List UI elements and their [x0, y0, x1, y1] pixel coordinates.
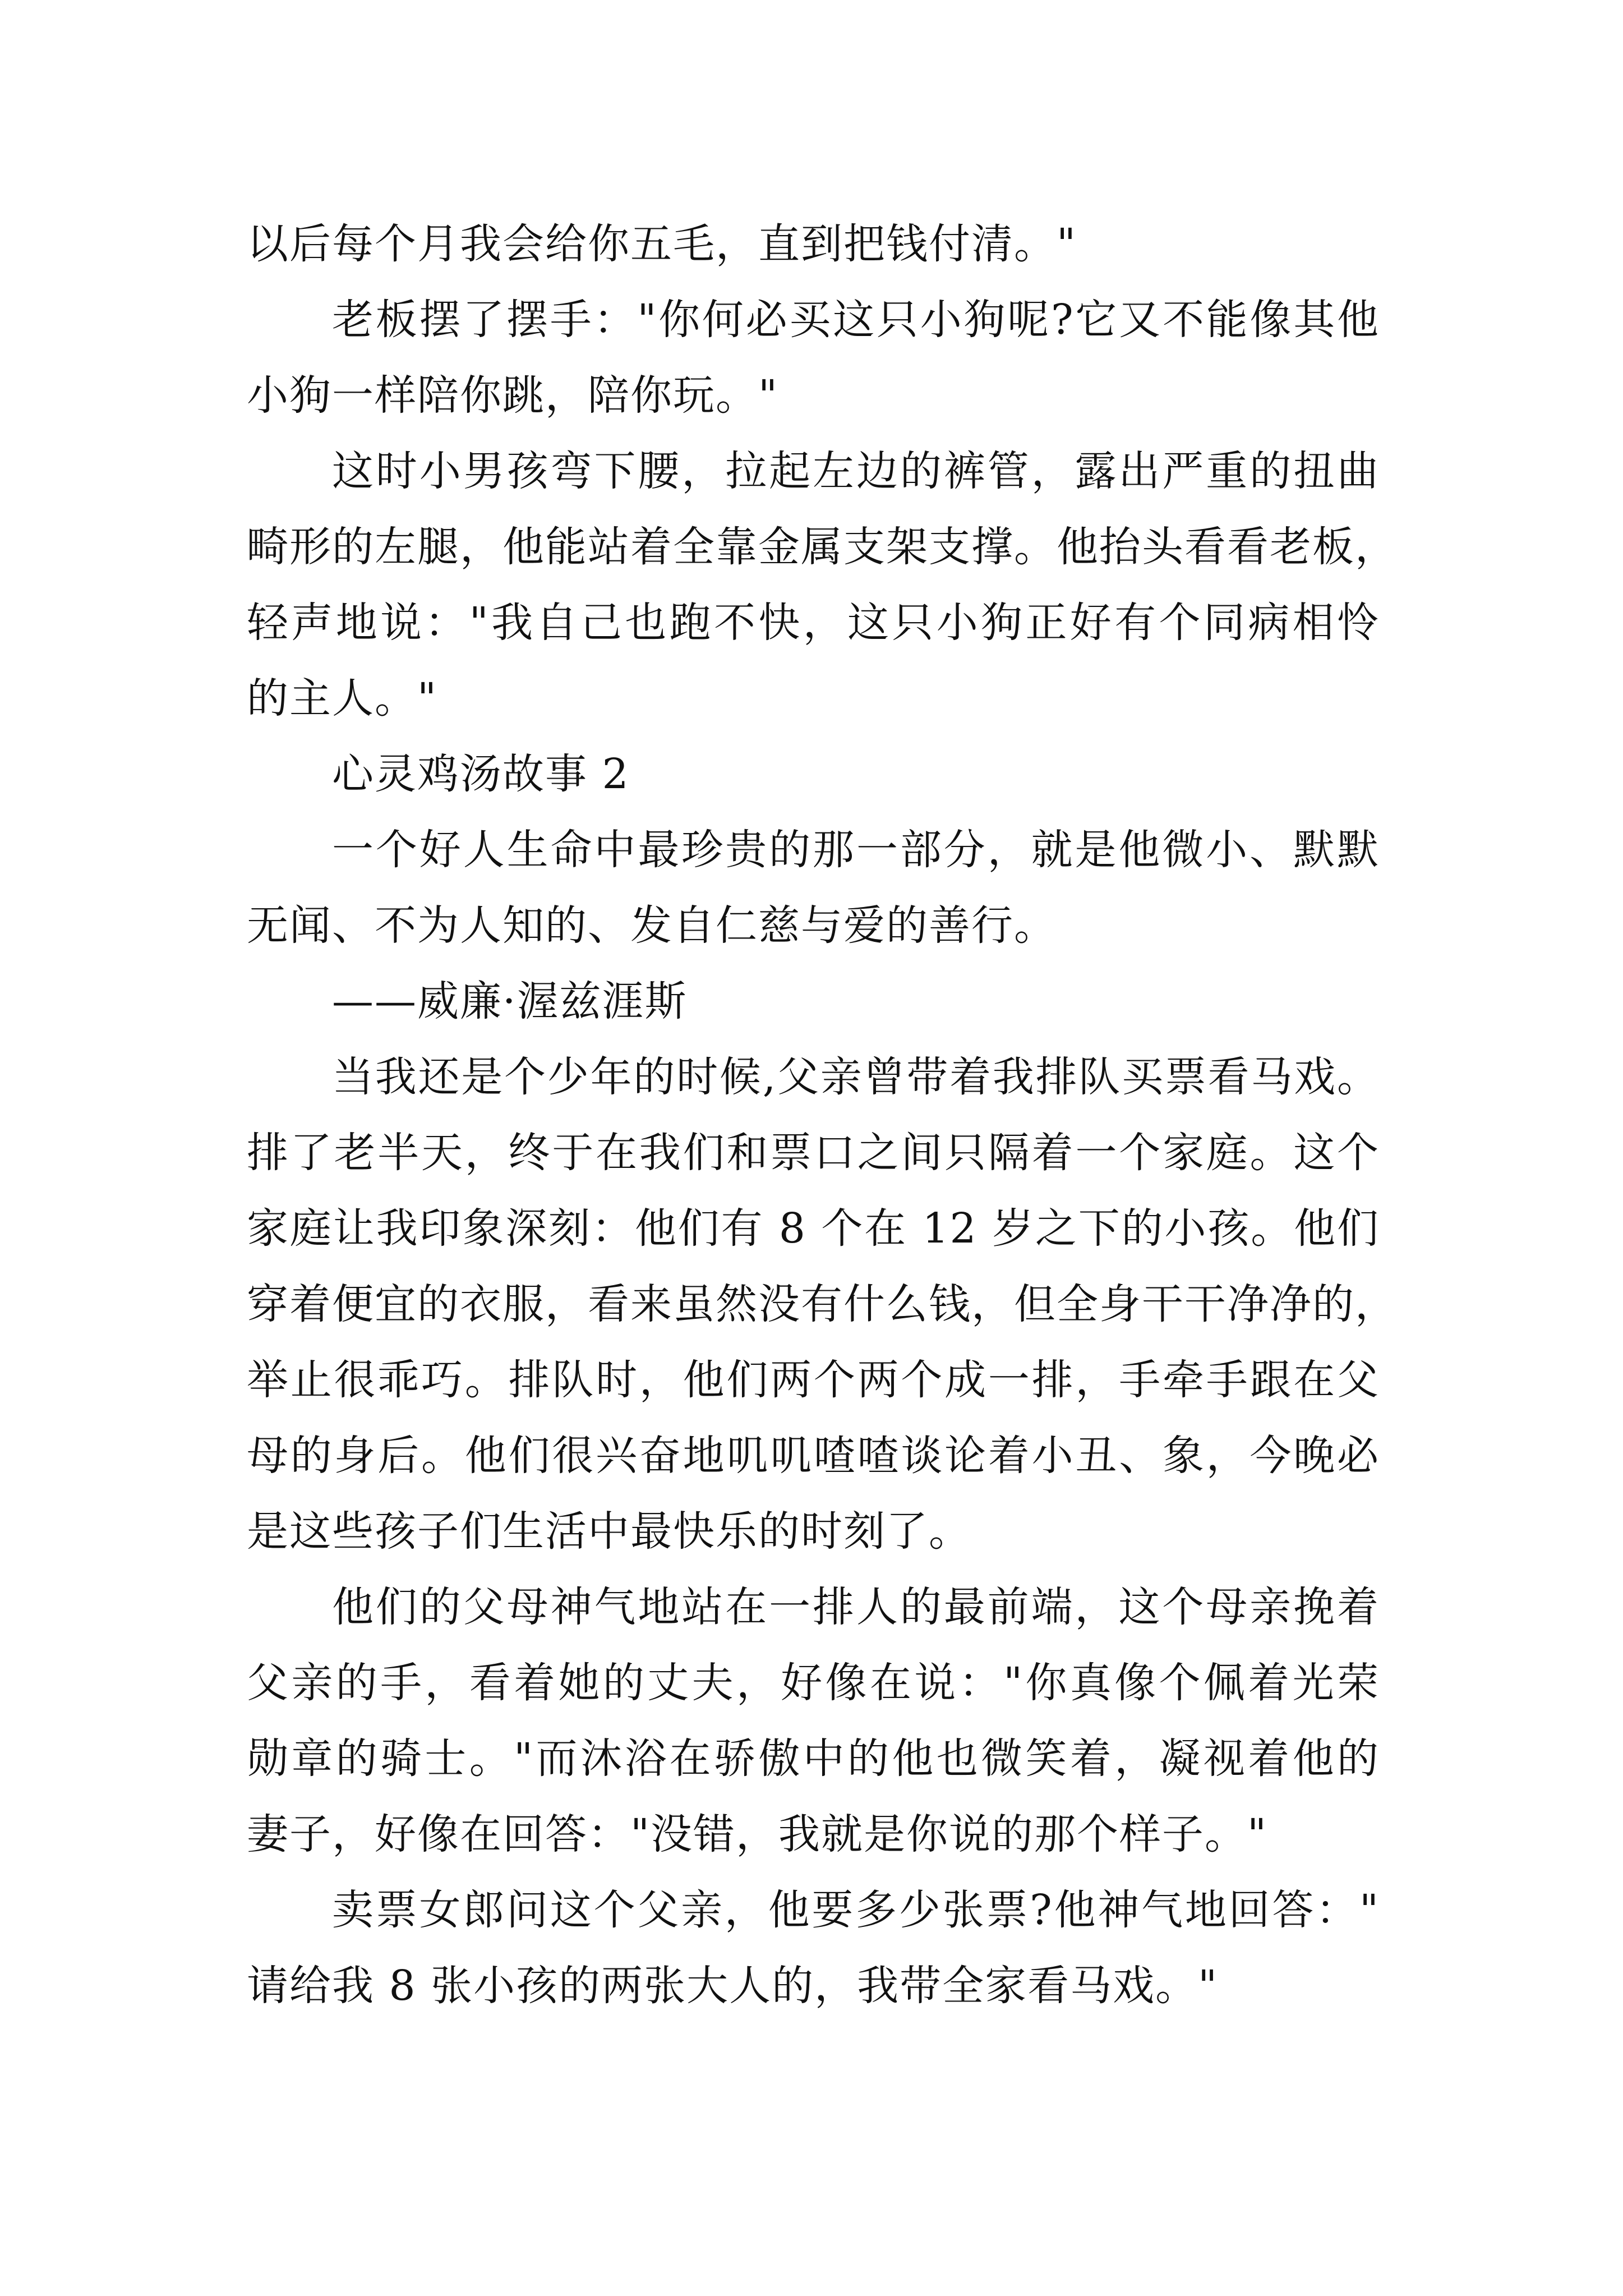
text-line: 家庭让我印象深刻：他们有 8 个在 12 岁之下的小孩。他们 [247, 1204, 1380, 1253]
text-line: 父亲的手，看着她的丈夫，好像在说："你真像个佩着光荣 [247, 1659, 1380, 1707]
text-line: 一个好人生命中最珍贵的那一部分，就是他微小、默默 [332, 826, 1380, 874]
text-line: 请给我 8 张小孩的两张大人的，我带全家看马戏。" [247, 1962, 1219, 2010]
text-line: 当我还是个少年的时候,父亲曾带着我排队买票看马戏。 [332, 1053, 1380, 1101]
text-line: 是这些孩子们生活中最快乐的时刻了。 [247, 1507, 971, 1556]
text-line: 母的身后。他们很兴奋地叽叽喳喳谈论着小丑、象，今晚必 [247, 1432, 1380, 1480]
text-line: 以后每个月我会给你五毛，直到把钱付清。" [247, 220, 1077, 268]
text-line: 卖票女郎问这个父亲，他要多少张票?他神气地回答：" [332, 1886, 1380, 1934]
text-line: 举止很乖巧。排队时，他们两个两个成一排，手牵手跟在父 [247, 1356, 1380, 1404]
document-body [247, 206, 1398, 2024]
text-line: 心灵鸡汤故事 2 [332, 750, 630, 798]
text-line: 这时小男孩弯下腰，拉起左边的裤管，露出严重的扭曲 [332, 447, 1380, 495]
text-line: 的主人。" [247, 674, 438, 723]
text-line: 无闻、不为人知的、发自仁慈与爱的善行。 [247, 901, 1057, 950]
text-line: 畸形的左腿，他能站着全靠金属支架支撑。他抬头看看老板， [247, 523, 1398, 571]
text-line: 穿着便宜的衣服，看来虽然没有什么钱，但全身干干净净的， [247, 1280, 1398, 1328]
text-line: 排了老半天，终于在我们和票口之间只隔着一个家庭。这个 [247, 1129, 1380, 1177]
text-line: 小狗一样陪你跳，陪你玩。" [247, 371, 779, 420]
text-line: 妻子，好像在回答："没错，我就是你说的那个样子。" [247, 1810, 1268, 1858]
text-line: 轻声地说："我自己也跑不快，这只小狗正好有个同病相怜 [247, 599, 1380, 647]
text-line: 老板摆了摆手："你何必买这只小狗呢?它又不能像其他 [332, 296, 1380, 344]
text-line: ——威廉·渥兹涯斯 [332, 977, 688, 1025]
text-line: 勋章的骑士。"而沐浴在骄傲中的他也微笑着，凝视着他的 [247, 1734, 1380, 1783]
text-line: 他们的父母神气地站在一排人的最前端，这个母亲挽着 [332, 1583, 1380, 1631]
